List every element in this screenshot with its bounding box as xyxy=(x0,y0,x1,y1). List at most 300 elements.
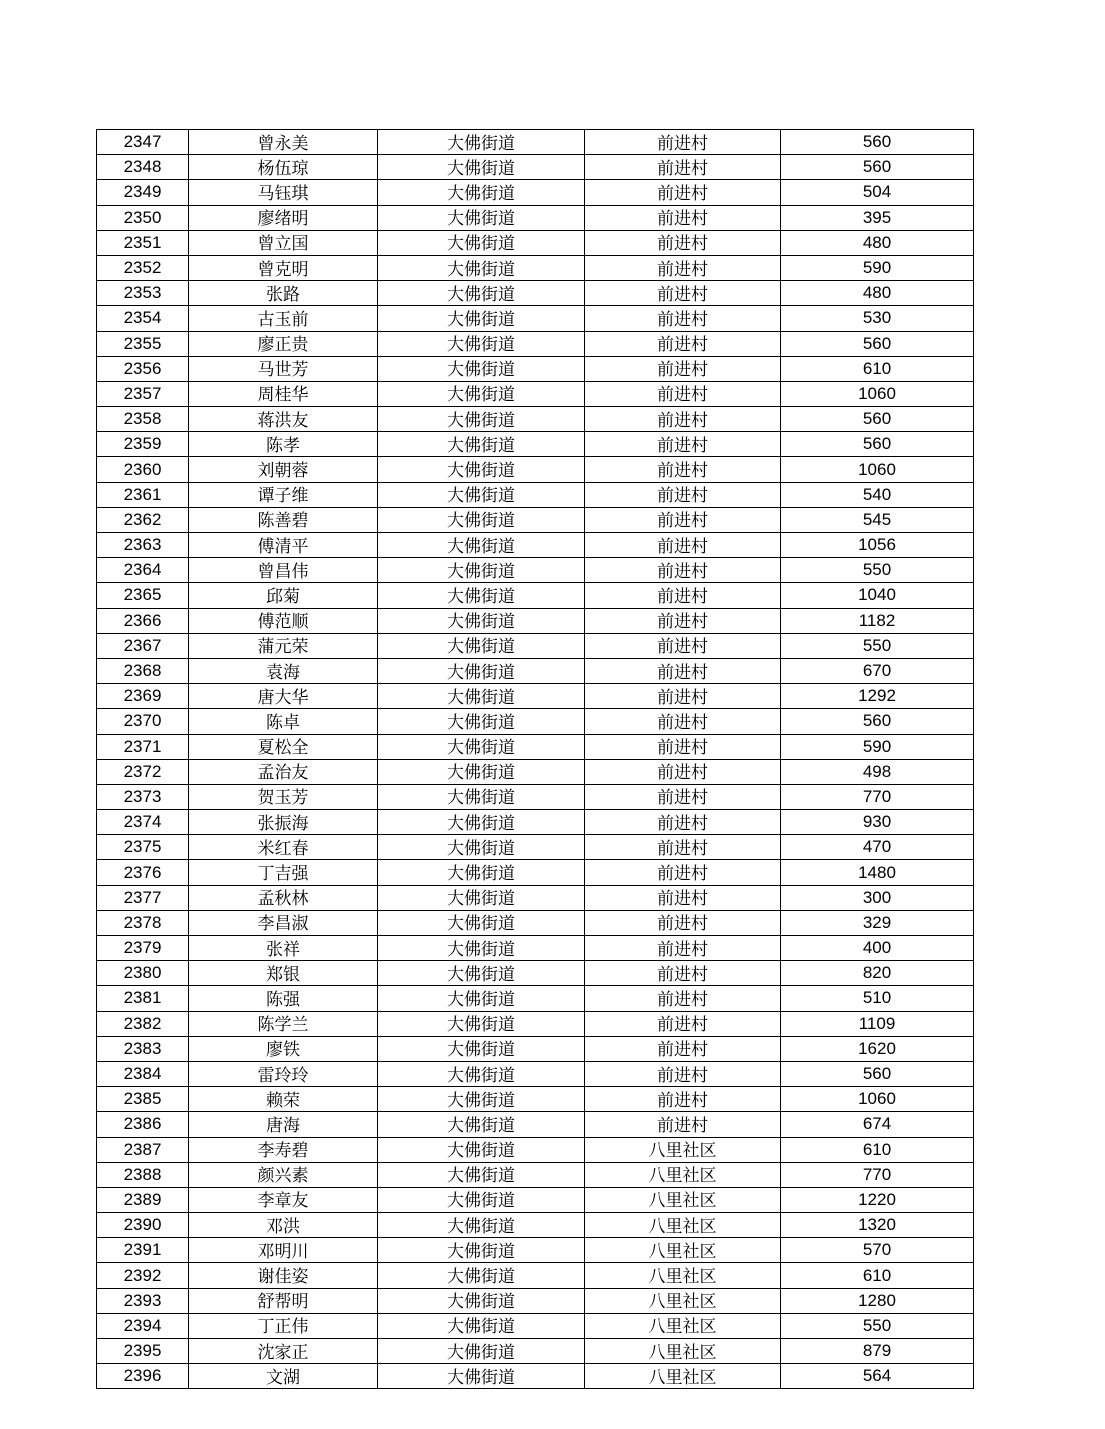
row-number-cell: 2349 xyxy=(97,180,189,205)
name-cell: 曾克明 xyxy=(189,255,378,280)
row-number-cell: 2364 xyxy=(97,558,189,583)
street-cell: 大佛街道 xyxy=(378,407,585,432)
row-number-cell: 2357 xyxy=(97,381,189,406)
community-cell: 八里社区 xyxy=(585,1364,781,1389)
row-number-cell: 2369 xyxy=(97,684,189,709)
table-row xyxy=(97,1112,974,1137)
street-cell: 大佛街道 xyxy=(378,1011,585,1036)
community-cell: 前进村 xyxy=(585,885,781,910)
name-cell: 张振海 xyxy=(189,810,378,835)
amount-cell: 545 xyxy=(781,507,974,532)
amount-cell: 590 xyxy=(781,734,974,759)
table-row xyxy=(97,1137,974,1162)
street-cell: 大佛街道 xyxy=(378,658,585,683)
row-number-cell: 2362 xyxy=(97,507,189,532)
street-cell: 大佛街道 xyxy=(378,457,585,482)
table-row xyxy=(97,230,974,255)
name-cell: 孟治友 xyxy=(189,759,378,784)
amount-cell: 560 xyxy=(781,331,974,356)
table-row xyxy=(97,155,974,180)
community-cell: 前进村 xyxy=(585,784,781,809)
table-row xyxy=(97,684,974,709)
community-cell: 前进村 xyxy=(585,482,781,507)
amount-cell: 560 xyxy=(781,1061,974,1086)
community-cell: 前进村 xyxy=(585,709,781,734)
table-row xyxy=(97,810,974,835)
community-cell: 前进村 xyxy=(585,205,781,230)
community-cell: 前进村 xyxy=(585,155,781,180)
name-cell: 唐海 xyxy=(189,1112,378,1137)
row-number-cell: 2393 xyxy=(97,1288,189,1313)
name-cell: 米红春 xyxy=(189,835,378,860)
community-cell: 前进村 xyxy=(585,457,781,482)
community-cell: 前进村 xyxy=(585,734,781,759)
name-cell: 邱菊 xyxy=(189,583,378,608)
amount-cell: 1220 xyxy=(781,1187,974,1212)
row-number-cell: 2373 xyxy=(97,784,189,809)
data-table xyxy=(96,129,974,1389)
amount-cell: 1320 xyxy=(781,1213,974,1238)
community-cell: 前进村 xyxy=(585,936,781,961)
table-row xyxy=(97,507,974,532)
table-row xyxy=(97,381,974,406)
name-cell: 傅范顺 xyxy=(189,608,378,633)
amount-cell: 590 xyxy=(781,255,974,280)
table-row xyxy=(97,1288,974,1313)
amount-cell: 400 xyxy=(781,936,974,961)
table-row xyxy=(97,835,974,860)
street-cell: 大佛街道 xyxy=(378,583,585,608)
table-row xyxy=(97,709,974,734)
table-row xyxy=(97,910,974,935)
table-row xyxy=(97,986,974,1011)
amount-cell: 1620 xyxy=(781,1036,974,1061)
name-cell: 陈卓 xyxy=(189,709,378,734)
street-cell: 大佛街道 xyxy=(378,1313,585,1338)
table-row xyxy=(97,130,974,155)
table-row xyxy=(97,432,974,457)
community-cell: 前进村 xyxy=(585,130,781,155)
table-row xyxy=(97,1036,974,1061)
amount-cell: 530 xyxy=(781,306,974,331)
name-cell: 赖荣 xyxy=(189,1087,378,1112)
name-cell: 古玉前 xyxy=(189,306,378,331)
name-cell: 郑银 xyxy=(189,961,378,986)
table-row xyxy=(97,558,974,583)
row-number-cell: 2360 xyxy=(97,457,189,482)
community-cell: 前进村 xyxy=(585,255,781,280)
community-cell: 前进村 xyxy=(585,1087,781,1112)
table-row xyxy=(97,734,974,759)
street-cell: 大佛街道 xyxy=(378,155,585,180)
amount-cell: 560 xyxy=(781,432,974,457)
name-cell: 张路 xyxy=(189,281,378,306)
street-cell: 大佛街道 xyxy=(378,180,585,205)
community-cell: 八里社区 xyxy=(585,1263,781,1288)
row-number-cell: 2353 xyxy=(97,281,189,306)
street-cell: 大佛街道 xyxy=(378,910,585,935)
table-row xyxy=(97,784,974,809)
amount-cell: 930 xyxy=(781,810,974,835)
community-cell: 前进村 xyxy=(585,910,781,935)
row-number-cell: 2352 xyxy=(97,255,189,280)
community-cell: 前进村 xyxy=(585,658,781,683)
table-row xyxy=(97,1313,974,1338)
amount-cell: 498 xyxy=(781,759,974,784)
table-row xyxy=(97,407,974,432)
amount-cell: 480 xyxy=(781,281,974,306)
street-cell: 大佛街道 xyxy=(378,684,585,709)
name-cell: 夏松全 xyxy=(189,734,378,759)
row-number-cell: 2392 xyxy=(97,1263,189,1288)
amount-cell: 550 xyxy=(781,1313,974,1338)
street-cell: 大佛街道 xyxy=(378,1263,585,1288)
name-cell: 唐大华 xyxy=(189,684,378,709)
row-number-cell: 2391 xyxy=(97,1238,189,1263)
name-cell: 马钰琪 xyxy=(189,180,378,205)
community-cell: 前进村 xyxy=(585,583,781,608)
table-row xyxy=(97,658,974,683)
street-cell: 大佛街道 xyxy=(378,1087,585,1112)
name-cell: 廖铁 xyxy=(189,1036,378,1061)
community-cell: 八里社区 xyxy=(585,1137,781,1162)
amount-cell: 879 xyxy=(781,1339,974,1364)
name-cell: 丁吉强 xyxy=(189,860,378,885)
amount-cell: 560 xyxy=(781,155,974,180)
street-cell: 大佛街道 xyxy=(378,1288,585,1313)
community-cell: 前进村 xyxy=(585,1011,781,1036)
community-cell: 前进村 xyxy=(585,684,781,709)
amount-cell: 560 xyxy=(781,407,974,432)
row-number-cell: 2382 xyxy=(97,1011,189,1036)
community-cell: 八里社区 xyxy=(585,1313,781,1338)
amount-cell: 770 xyxy=(781,1162,974,1187)
street-cell: 大佛街道 xyxy=(378,608,585,633)
table-row xyxy=(97,306,974,331)
name-cell: 丁正伟 xyxy=(189,1313,378,1338)
street-cell: 大佛街道 xyxy=(378,734,585,759)
community-cell: 前进村 xyxy=(585,306,781,331)
table-row xyxy=(97,633,974,658)
community-cell: 八里社区 xyxy=(585,1187,781,1212)
name-cell: 袁海 xyxy=(189,658,378,683)
table-row xyxy=(97,1162,974,1187)
name-cell: 陈善碧 xyxy=(189,507,378,532)
amount-cell: 1056 xyxy=(781,533,974,558)
row-number-cell: 2363 xyxy=(97,533,189,558)
row-number-cell: 2394 xyxy=(97,1313,189,1338)
street-cell: 大佛街道 xyxy=(378,835,585,860)
table-row xyxy=(97,1061,974,1086)
table-row xyxy=(97,180,974,205)
row-number-cell: 2358 xyxy=(97,407,189,432)
street-cell: 大佛街道 xyxy=(378,558,585,583)
amount-cell: 329 xyxy=(781,910,974,935)
name-cell: 杨伍琼 xyxy=(189,155,378,180)
street-cell: 大佛街道 xyxy=(378,356,585,381)
table-row xyxy=(97,759,974,784)
row-number-cell: 2388 xyxy=(97,1162,189,1187)
row-number-cell: 2375 xyxy=(97,835,189,860)
amount-cell: 770 xyxy=(781,784,974,809)
row-number-cell: 2387 xyxy=(97,1137,189,1162)
community-cell: 前进村 xyxy=(585,860,781,885)
name-cell: 陈学兰 xyxy=(189,1011,378,1036)
street-cell: 大佛街道 xyxy=(378,432,585,457)
street-cell: 大佛街道 xyxy=(378,205,585,230)
row-number-cell: 2361 xyxy=(97,482,189,507)
row-number-cell: 2368 xyxy=(97,658,189,683)
community-cell: 前进村 xyxy=(585,381,781,406)
amount-cell: 1480 xyxy=(781,860,974,885)
amount-cell: 1060 xyxy=(781,381,974,406)
table-row xyxy=(97,281,974,306)
street-cell: 大佛街道 xyxy=(378,810,585,835)
name-cell: 曾昌伟 xyxy=(189,558,378,583)
amount-cell: 470 xyxy=(781,835,974,860)
amount-cell: 1280 xyxy=(781,1288,974,1313)
table-row xyxy=(97,255,974,280)
table-row xyxy=(97,608,974,633)
amount-cell: 610 xyxy=(781,356,974,381)
table-row xyxy=(97,1339,974,1364)
name-cell: 刘朝蓉 xyxy=(189,457,378,482)
community-cell: 前进村 xyxy=(585,1061,781,1086)
row-number-cell: 2384 xyxy=(97,1061,189,1086)
table-row xyxy=(97,885,974,910)
street-cell: 大佛街道 xyxy=(378,1238,585,1263)
name-cell: 谭子维 xyxy=(189,482,378,507)
name-cell: 舒帮明 xyxy=(189,1288,378,1313)
amount-cell: 560 xyxy=(781,709,974,734)
community-cell: 前进村 xyxy=(585,507,781,532)
name-cell: 孟秋林 xyxy=(189,885,378,910)
table-body xyxy=(97,130,974,1389)
amount-cell: 480 xyxy=(781,230,974,255)
name-cell: 廖正贵 xyxy=(189,331,378,356)
row-number-cell: 2380 xyxy=(97,961,189,986)
amount-cell: 550 xyxy=(781,633,974,658)
table-row xyxy=(97,961,974,986)
name-cell: 文湖 xyxy=(189,1364,378,1389)
name-cell: 周桂华 xyxy=(189,381,378,406)
community-cell: 前进村 xyxy=(585,230,781,255)
row-number-cell: 2374 xyxy=(97,810,189,835)
name-cell: 邓明川 xyxy=(189,1238,378,1263)
name-cell: 邓洪 xyxy=(189,1213,378,1238)
name-cell: 李章友 xyxy=(189,1187,378,1212)
name-cell: 颜兴素 xyxy=(189,1162,378,1187)
name-cell: 陈孝 xyxy=(189,432,378,457)
amount-cell: 1060 xyxy=(781,1087,974,1112)
street-cell: 大佛街道 xyxy=(378,633,585,658)
community-cell: 前进村 xyxy=(585,633,781,658)
street-cell: 大佛街道 xyxy=(378,281,585,306)
amount-cell: 560 xyxy=(781,130,974,155)
street-cell: 大佛街道 xyxy=(378,1339,585,1364)
community-cell: 八里社区 xyxy=(585,1288,781,1313)
street-cell: 大佛街道 xyxy=(378,1213,585,1238)
name-cell: 廖绪明 xyxy=(189,205,378,230)
name-cell: 李昌淑 xyxy=(189,910,378,935)
amount-cell: 395 xyxy=(781,205,974,230)
row-number-cell: 2350 xyxy=(97,205,189,230)
amount-cell: 1182 xyxy=(781,608,974,633)
community-cell: 八里社区 xyxy=(585,1238,781,1263)
community-cell: 前进村 xyxy=(585,558,781,583)
community-cell: 前进村 xyxy=(585,407,781,432)
table-row xyxy=(97,1087,974,1112)
name-cell: 李寿碧 xyxy=(189,1137,378,1162)
amount-cell: 670 xyxy=(781,658,974,683)
community-cell: 前进村 xyxy=(585,986,781,1011)
street-cell: 大佛街道 xyxy=(378,936,585,961)
table-row xyxy=(97,936,974,961)
row-number-cell: 2371 xyxy=(97,734,189,759)
row-number-cell: 2385 xyxy=(97,1087,189,1112)
table-row xyxy=(97,1364,974,1389)
name-cell: 曾立国 xyxy=(189,230,378,255)
street-cell: 大佛街道 xyxy=(378,1036,585,1061)
street-cell: 大佛街道 xyxy=(378,885,585,910)
row-number-cell: 2348 xyxy=(97,155,189,180)
table-row xyxy=(97,1213,974,1238)
community-cell: 前进村 xyxy=(585,432,781,457)
row-number-cell: 2372 xyxy=(97,759,189,784)
community-cell: 前进村 xyxy=(585,356,781,381)
table-row xyxy=(97,860,974,885)
name-cell: 蒲元荣 xyxy=(189,633,378,658)
table-row xyxy=(97,533,974,558)
name-cell: 蒋洪友 xyxy=(189,407,378,432)
community-cell: 八里社区 xyxy=(585,1213,781,1238)
amount-cell: 550 xyxy=(781,558,974,583)
name-cell: 曾永美 xyxy=(189,130,378,155)
community-cell: 前进村 xyxy=(585,331,781,356)
name-cell: 马世芳 xyxy=(189,356,378,381)
row-number-cell: 2359 xyxy=(97,432,189,457)
community-cell: 八里社区 xyxy=(585,1162,781,1187)
community-cell: 前进村 xyxy=(585,835,781,860)
community-cell: 前进村 xyxy=(585,281,781,306)
row-number-cell: 2347 xyxy=(97,130,189,155)
street-cell: 大佛街道 xyxy=(378,961,585,986)
row-number-cell: 2370 xyxy=(97,709,189,734)
street-cell: 大佛街道 xyxy=(378,986,585,1011)
amount-cell: 564 xyxy=(781,1364,974,1389)
street-cell: 大佛街道 xyxy=(378,860,585,885)
row-number-cell: 2367 xyxy=(97,633,189,658)
name-cell: 傅清平 xyxy=(189,533,378,558)
community-cell: 前进村 xyxy=(585,1112,781,1137)
row-number-cell: 2366 xyxy=(97,608,189,633)
community-cell: 前进村 xyxy=(585,608,781,633)
row-number-cell: 2389 xyxy=(97,1187,189,1212)
table-row xyxy=(97,457,974,482)
street-cell: 大佛街道 xyxy=(378,1364,585,1389)
table-row xyxy=(97,583,974,608)
amount-cell: 674 xyxy=(781,1112,974,1137)
row-number-cell: 2351 xyxy=(97,230,189,255)
street-cell: 大佛街道 xyxy=(378,482,585,507)
street-cell: 大佛街道 xyxy=(378,255,585,280)
amount-cell: 1292 xyxy=(781,684,974,709)
street-cell: 大佛街道 xyxy=(378,1112,585,1137)
name-cell: 沈家正 xyxy=(189,1339,378,1364)
row-number-cell: 2379 xyxy=(97,936,189,961)
amount-cell: 1109 xyxy=(781,1011,974,1036)
community-cell: 前进村 xyxy=(585,533,781,558)
street-cell: 大佛街道 xyxy=(378,306,585,331)
table-row xyxy=(97,1263,974,1288)
street-cell: 大佛街道 xyxy=(378,1187,585,1212)
street-cell: 大佛街道 xyxy=(378,1162,585,1187)
row-number-cell: 2378 xyxy=(97,910,189,935)
table-row xyxy=(97,356,974,381)
amount-cell: 1040 xyxy=(781,583,974,608)
street-cell: 大佛街道 xyxy=(378,709,585,734)
community-cell: 前进村 xyxy=(585,810,781,835)
street-cell: 大佛街道 xyxy=(378,507,585,532)
table-row xyxy=(97,1187,974,1212)
row-number-cell: 2355 xyxy=(97,331,189,356)
street-cell: 大佛街道 xyxy=(378,1137,585,1162)
amount-cell: 610 xyxy=(781,1137,974,1162)
name-cell: 张祥 xyxy=(189,936,378,961)
name-cell: 谢佳姿 xyxy=(189,1263,378,1288)
row-number-cell: 2376 xyxy=(97,860,189,885)
row-number-cell: 2354 xyxy=(97,306,189,331)
row-number-cell: 2386 xyxy=(97,1112,189,1137)
street-cell: 大佛街道 xyxy=(378,130,585,155)
name-cell: 陈强 xyxy=(189,986,378,1011)
row-number-cell: 2390 xyxy=(97,1213,189,1238)
community-cell: 前进村 xyxy=(585,961,781,986)
name-cell: 雷玲玲 xyxy=(189,1061,378,1086)
table-row xyxy=(97,482,974,507)
table-row xyxy=(97,205,974,230)
row-number-cell: 2395 xyxy=(97,1339,189,1364)
amount-cell: 540 xyxy=(781,482,974,507)
amount-cell: 300 xyxy=(781,885,974,910)
amount-cell: 504 xyxy=(781,180,974,205)
street-cell: 大佛街道 xyxy=(378,230,585,255)
community-cell: 前进村 xyxy=(585,1036,781,1061)
row-number-cell: 2356 xyxy=(97,356,189,381)
community-cell: 八里社区 xyxy=(585,1339,781,1364)
row-number-cell: 2365 xyxy=(97,583,189,608)
row-number-cell: 2396 xyxy=(97,1364,189,1389)
community-cell: 前进村 xyxy=(585,759,781,784)
street-cell: 大佛街道 xyxy=(378,381,585,406)
table-row xyxy=(97,331,974,356)
street-cell: 大佛街道 xyxy=(378,759,585,784)
amount-cell: 610 xyxy=(781,1263,974,1288)
community-cell: 前进村 xyxy=(585,180,781,205)
street-cell: 大佛街道 xyxy=(378,784,585,809)
amount-cell: 820 xyxy=(781,961,974,986)
row-number-cell: 2383 xyxy=(97,1036,189,1061)
row-number-cell: 2377 xyxy=(97,885,189,910)
street-cell: 大佛街道 xyxy=(378,533,585,558)
street-cell: 大佛街道 xyxy=(378,1061,585,1086)
amount-cell: 1060 xyxy=(781,457,974,482)
amount-cell: 510 xyxy=(781,986,974,1011)
amount-cell: 570 xyxy=(781,1238,974,1263)
name-cell: 贺玉芳 xyxy=(189,784,378,809)
table-row xyxy=(97,1238,974,1263)
street-cell: 大佛街道 xyxy=(378,331,585,356)
